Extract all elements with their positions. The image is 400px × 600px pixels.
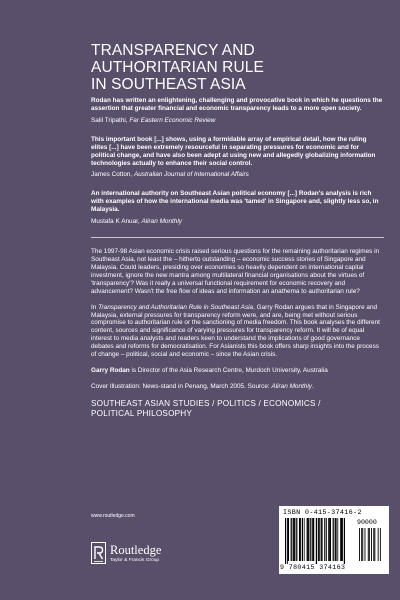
barcode-bar xyxy=(335,518,336,561)
barcode-bar xyxy=(337,518,338,561)
barcode-bar xyxy=(335,518,336,561)
review-source-2: Australian Journal of International Affairs xyxy=(133,171,249,179)
barcode-bar xyxy=(344,518,345,564)
barcode-bar xyxy=(296,518,297,561)
blurb-book-title: Transparency and Authoritarian Rule in Southeast Asia xyxy=(98,303,254,311)
review-attribution-3 xyxy=(91,218,384,226)
cover-note-suffix: . xyxy=(311,382,314,390)
barcode-bar xyxy=(291,518,292,561)
barcode-bar xyxy=(295,518,296,561)
review-quote-3: An international authority on Southeast Asian political economy [...] Rodan's analysis is rich with examples of how the international media was 'tamed' in Singapore and, slightly less so, in Malaysia. xyxy=(91,190,379,214)
review-author-1: Salil Tripathi, xyxy=(91,116,128,124)
review-author-2: James Cotton, xyxy=(91,171,133,179)
barcode-bar xyxy=(288,518,289,561)
review-author-3: Mustafa K Anuar, xyxy=(91,218,140,226)
barcode-bar xyxy=(341,518,342,561)
title-line-2: AUTHORITARIAN RULE xyxy=(91,59,264,76)
barcode-supplement-bar xyxy=(373,528,374,561)
cover-note-prefix: Cover Illustration: News-stand in Penang, March 2005. Source: xyxy=(91,382,272,390)
routledge-logo-icon xyxy=(91,542,106,564)
barcode-supplement-bar xyxy=(362,528,363,561)
review-attribution-1 xyxy=(91,117,384,125)
barcode-bar xyxy=(324,518,325,561)
barcode-bar xyxy=(307,518,308,561)
blurb-paragraph-1: The 1997-98 Asian economic crisis raised serious questions for the remaining authoritarian regimes in Southeast Asia, not least the – hitherto outstanding – economic success stories of Singapore and Malaysia. Could leaders, presiding over economies so heavily dependent on international capital investment, ignore the new mantra among multilateral financial organisations about the virtues of 'transparency'? Was it really a universal functional requirement for economic recovery and advancement? Wasn't the free flow of ideas and information an anathema to authoritarian rule? xyxy=(91,248,380,295)
barcode-supplement-bar xyxy=(369,528,370,561)
review-source-1: Far Eastern Economic Review xyxy=(129,116,216,124)
blurb-p2-prefix: In xyxy=(91,303,99,311)
isbn-number: ISBN 0-415-37416-2 xyxy=(283,509,362,517)
barcode-bar xyxy=(328,518,329,561)
barcode-bar xyxy=(299,518,300,561)
review-source-3: Aliran Monthly xyxy=(141,218,182,226)
barcode-bar xyxy=(321,518,322,561)
cover-illustration-note xyxy=(91,383,384,391)
subjects-line-1: SOUTHEAST ASIAN STUDIES / POLITICS / ECONOMICS / xyxy=(91,398,321,408)
publisher-name: Routledge xyxy=(110,543,162,557)
publisher-url[interactable]: www.routledge.com xyxy=(91,513,135,519)
barcode-bar xyxy=(329,518,330,561)
barcode-supplement-bar xyxy=(380,528,381,561)
barcode-bar xyxy=(285,518,286,564)
barcode-bar xyxy=(309,518,310,561)
barcode-supplement-bar xyxy=(378,528,379,561)
barcode-bar xyxy=(287,518,288,564)
barcode-supplement-bar xyxy=(368,528,369,561)
barcode-bar xyxy=(304,518,305,561)
barcode-supplement: 90000 xyxy=(357,519,377,526)
barcode-bar xyxy=(340,518,341,561)
barcode-bar xyxy=(300,518,301,561)
author-bio xyxy=(91,367,384,375)
subject-categories xyxy=(91,399,384,419)
review-quote-1: Rodan has written an enlightening, challenging and provocative book in which he questions the assertion that greater financial and economic transparency leads to a more open society. xyxy=(91,97,383,112)
barcode-bar xyxy=(326,518,327,561)
title-line-3: IN SOUTHEAST ASIA xyxy=(91,76,246,93)
author-name: Garry Rodan xyxy=(91,366,130,374)
barcode-supplement-bar xyxy=(365,528,366,561)
barcode-bar xyxy=(302,518,303,561)
barcode-supplement-bar xyxy=(371,528,372,561)
review-attribution-2 xyxy=(91,171,384,179)
review-quote-2: This important book [...] shows, using a formidable array of empirical detail, how the ruling elites [...] have been extremely resourceful in separating pressures for economic and for political change, and have also been adept at using new and allegedly globalizing information technologies actually to enhance their social control. xyxy=(91,135,376,167)
isbn-barcode xyxy=(279,506,389,574)
divider xyxy=(91,237,384,238)
book-title xyxy=(91,42,381,93)
barcode-bar xyxy=(312,518,313,561)
barcode-bar xyxy=(310,518,311,561)
barcode-bar xyxy=(307,518,308,561)
ean-number: 9 780415 374163 xyxy=(280,564,346,571)
title-line-1: TRANSPARENCY AND xyxy=(91,42,255,59)
routledge-logo xyxy=(91,542,211,566)
barcode-supplement-bar xyxy=(359,528,360,561)
barcode-supplement-bar xyxy=(374,528,375,561)
author-bio-text: is Director of the Asia Research Centre, Murdoch University, Australia xyxy=(129,366,328,374)
publisher-group: Taylor & Francis Group xyxy=(110,558,160,563)
blurb-paragraph-2 xyxy=(91,304,384,359)
barcode-bar xyxy=(342,518,343,561)
back-cover-text xyxy=(91,97,384,418)
subjects-line-2: POLITICAL PHILOSOPHY xyxy=(91,408,193,418)
barcode-bar xyxy=(319,518,320,561)
barcode-bar xyxy=(330,518,331,561)
blurb-p2-rest: , Garry Rodan argues that in Singapore and Malaysia, external pressures for transparency reform were, and are, being met without serious compromise to authoritarian rule or the sanctioning of media freedom. This book analyses the different content, sources and significance of varying pressures for transparency reform. It will be of equal interest to media analysts and readers keen to understand the implications of good governance debates and reforms for democratisation. For Asianists this book offers sharp insights into the process of change – political, social and economic – since the Asian crisis. xyxy=(91,303,380,359)
barcode-bar xyxy=(321,518,322,561)
barcode-bar xyxy=(293,518,294,561)
barcode-bar xyxy=(333,518,334,561)
barcode-supplement-bar xyxy=(361,528,362,561)
barcode-bar xyxy=(318,518,319,561)
barcode-bar xyxy=(316,518,317,564)
barcode-bar xyxy=(313,518,314,561)
cover-note-source: Aliran Monthly xyxy=(271,382,312,390)
barcode-bar xyxy=(293,518,294,561)
